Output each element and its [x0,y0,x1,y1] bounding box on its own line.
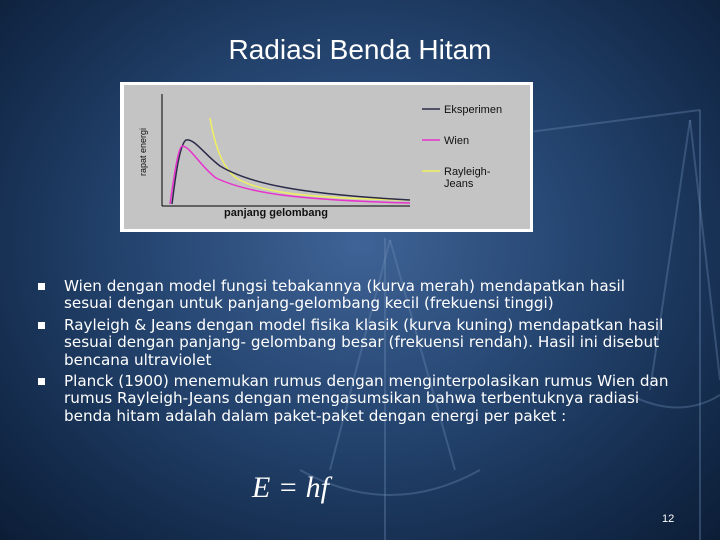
x-axis-label: panjang gelombang [224,207,328,219]
bullet-item [38,317,678,369]
y-axis-label: rapat energi [138,127,148,177]
bullet-text: Rayleigh & Jeans dengan model fisika klasik (kurva kuning) mendapatkan hasil sesuai dengan panjang- gelombang besar (frekuensi rendah). Hasil ini disebut bencana ultraviolet [64,315,664,369]
bullet-square-icon [38,378,45,385]
blackbody-radiation-figure [120,82,533,232]
bullet-list [38,278,678,425]
bullet-text: Planck (1900) menemukan rumus dengan menginterpolasikan rumus Wien dan rumus Rayleigh-Jeans dengan mengasumsikan bahwa terbentuknya radiasi benda hitam adalah dalam paket-paket dengan energi per paket : [64,372,669,425]
bullet-square-icon [38,283,45,290]
bullet-text: Wien dengan model fungsi tebakannya (kurva merah) mendapatkan hasil sesuai dengan untuk panjang-gelombang kecil (frekuensi tinggi) [64,277,625,313]
legend-rayleigh-label: Rayleigh- [444,166,491,178]
bullet-item [38,373,678,425]
page-number: 12 [662,513,675,525]
legend-wien-label: Wien [444,135,470,147]
planck-formula: E = hf [252,471,329,504]
legend-jeans-label: Jeans [444,178,474,190]
bullet-square-icon [38,322,45,329]
slide-title: Radiasi Benda Hitam [228,34,492,65]
bullet-item [38,278,678,313]
legend-eksperimen-label: Eksperimen [444,104,503,116]
